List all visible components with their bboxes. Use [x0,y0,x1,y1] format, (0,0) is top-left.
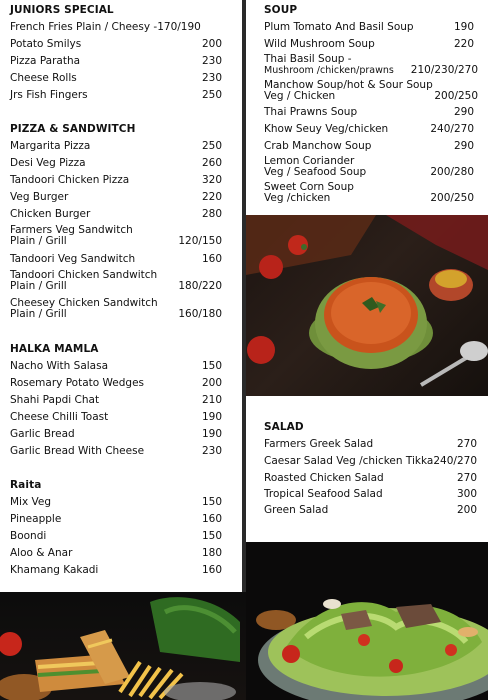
sandwich-illustration [0,592,246,700]
item-name-line2: Veg / Seafood Soup [264,165,367,178]
item-price: 200/250 [430,192,474,204]
item-price: 150 [201,360,222,372]
item-name [10,270,157,291]
item-name-line2: Mushroom /chicken/prawns [264,64,394,76]
item-name: Caesar Salad Veg /chicken Tikka [264,455,434,467]
item-name-line2: Plain / Grill [10,234,67,247]
item-name: Rosemary Potato Wedges [10,377,145,389]
item-name [264,182,354,203]
item-name: Potato Smilys [10,38,82,50]
salad-photo [246,542,488,700]
item-price: 320 [201,174,222,186]
item-name: Cheese Chilli Toast [10,411,109,423]
item-name: Wild Mushroom Soup [264,38,375,50]
item-price: 250 [201,140,222,152]
item-price: 200 [201,377,222,389]
item-price: 190 [201,411,222,423]
item-price: 220 [453,38,474,50]
item-price: 200/250 [434,90,478,102]
item-name: Thai Prawns Soup [264,106,358,118]
item-price: 270 [456,438,477,450]
menu-item [264,54,478,76]
item-name: Garlic Bread [10,428,75,440]
item-name: Pizza Paratha [10,55,81,67]
item-name-line1: Manchow Soup/hot & Sour Soup [264,79,433,91]
item-name-line1: Lemon Coriander [264,155,355,167]
item-name: Khow Seuy Veg/chicken [264,123,389,135]
soup-illustration [246,215,488,396]
halka-mamla-heading: HALKA MAMLA [10,343,99,355]
item-price: 190 [453,21,474,33]
item-price: 210/230/270 [410,64,478,76]
item-price: 230 [201,72,222,84]
menu-item [264,80,478,102]
item-name: Mix Veg [10,496,52,508]
item-price: 280 [201,208,222,220]
menu-item [10,270,222,292]
item-price: 150 [201,496,222,508]
item-name: Roasted Chicken Salad [264,472,384,484]
item-price: 240/270 [433,455,477,467]
item-price: 230 [201,445,222,457]
item-name: Garlic Bread With Cheese [10,445,145,457]
item-price: 240/270 [430,123,474,135]
item-name: Khamang Kakadi [10,564,99,576]
item-price: 180 [201,547,222,559]
item-price: 180/220 [178,280,222,292]
item-price: 220 [201,191,222,203]
item-name-line1: Farmers Veg Sandwitch [10,224,133,236]
item-price: 160/180 [178,308,222,320]
item-name [10,298,158,319]
item-price: 250 [201,89,222,101]
salad-heading: SALAD [264,421,304,433]
soup-photo [246,215,488,396]
item-name: Desi Veg Pizza [10,157,86,169]
juniors-special-heading: JUNIORS SPECIAL [10,4,114,16]
item-name-line1: Cheesey Chicken Sandwitch [10,297,158,309]
menu-item [264,156,474,178]
item-name-line1: Tandoori Chicken Sandwitch [10,269,158,281]
item-name: Cheese Rolls [10,72,77,84]
menu-item [264,182,474,204]
item-name-line1: Thai Basil Soup - [264,53,352,65]
left-menu-column [0,0,242,592]
item-price: 290 [453,140,474,152]
item-name-line1: Sweet Corn Soup [264,181,354,193]
item-name-line2: Plain / Grill [10,279,67,292]
pizza-sandwich-heading: PIZZA & SANDWITCH [10,123,136,135]
item-name: Boondi [10,530,47,542]
item-price: 200 [456,504,477,516]
item-name: Shahi Papdi Chat [10,394,100,406]
item-name: French Fries Plain / Cheesy -170/190 [10,21,201,33]
sandwich-photo [0,592,246,700]
item-name: Tandoori Veg Sandwitch [10,253,136,265]
menu-item [10,298,222,320]
item-name-line2: Veg / Chicken [264,89,336,102]
item-name: Crab Manchow Soup [264,140,372,152]
item-name: Farmers Greek Salad [264,438,374,450]
soup-heading: SOUP [264,4,298,16]
item-price: 190 [201,428,222,440]
item-name: Margarita Pizza [10,140,91,152]
item-price: 200 [201,38,222,50]
raita-heading: Raita [10,479,42,491]
item-name: Nacho With Salasa [10,360,109,372]
soup-section [246,0,488,215]
item-name: Tandoori Chicken Pizza [10,174,130,186]
salad-illustration [246,542,488,700]
item-name-line2: Veg /chicken [264,191,331,204]
item-price: 200/280 [430,166,474,178]
item-name: Aloo & Anar [10,547,73,559]
item-name: Jrs Fish Fingers [10,89,88,101]
item-price: 300 [456,488,477,500]
item-name [264,80,433,101]
item-name: Plum Tomato And Basil Soup [264,21,414,33]
item-price: 160 [201,253,222,265]
item-price: 270 [456,472,477,484]
item-name [10,225,133,246]
item-name [264,54,394,76]
item-name: Pineapple [10,513,62,525]
item-name: Veg Burger [10,191,69,203]
item-name-line2: Plain / Grill [10,307,67,320]
item-price: 160 [201,564,222,576]
item-price: 160 [201,513,222,525]
item-price: 290 [453,106,474,118]
item-price: 120/150 [178,235,222,247]
item-name: Chicken Burger [10,208,91,220]
item-name [264,156,366,177]
item-price: 260 [201,157,222,169]
menu-item [10,225,222,247]
item-price: 210 [201,394,222,406]
item-price: 230 [201,55,222,67]
item-name: Tropical Seafood Salad [264,488,383,500]
item-name: Green Salad [264,504,329,516]
item-price: 150 [201,530,222,542]
salad-section [246,396,488,542]
